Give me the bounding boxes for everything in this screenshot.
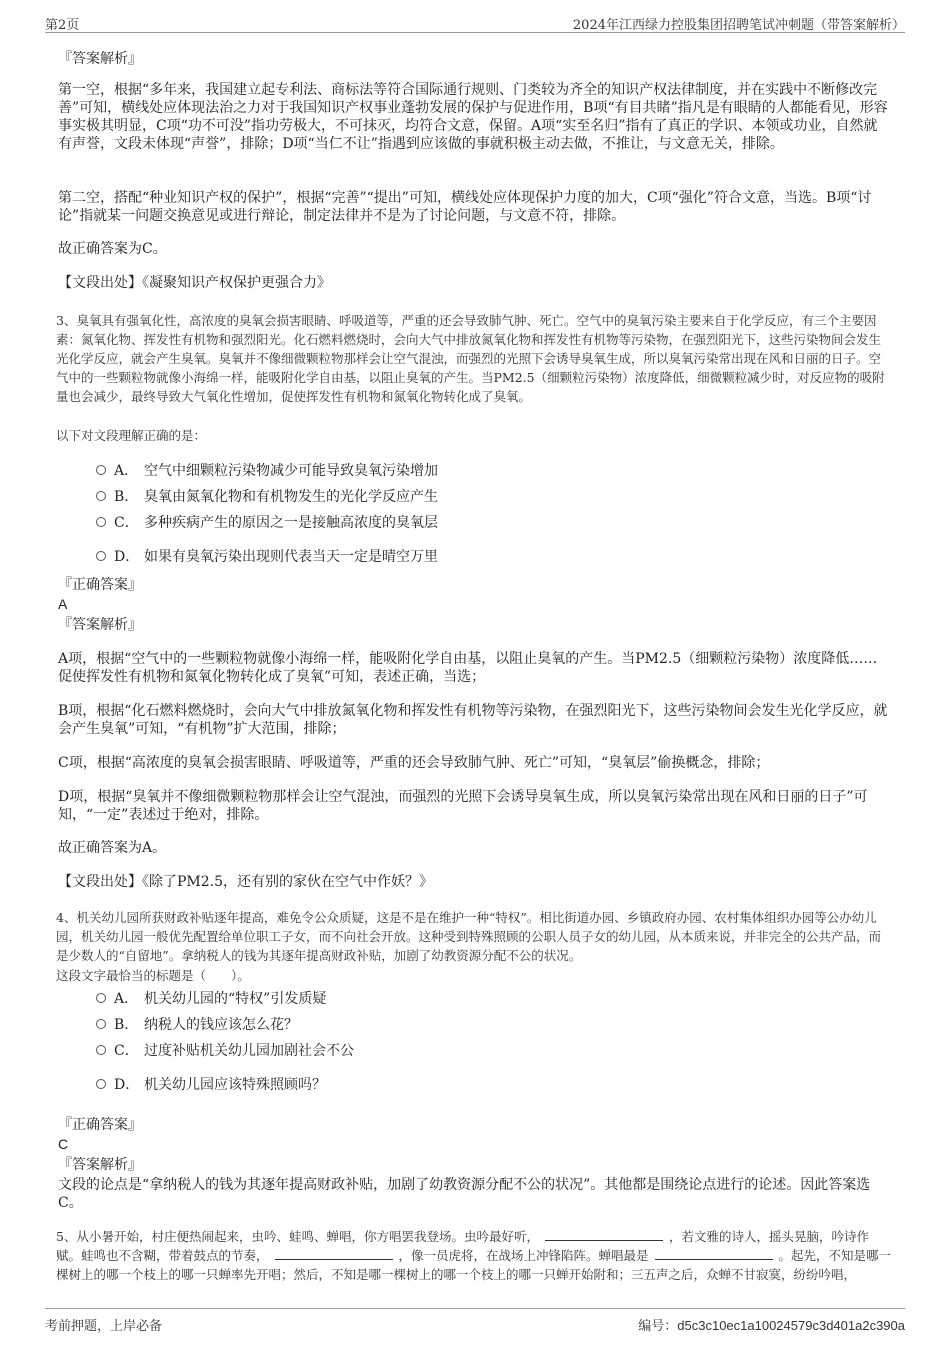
page-number: 第2页 [45, 18, 80, 33]
q4-answer-label: 『正确答案』 [58, 1117, 142, 1133]
q2-analysis-para2: 第二空，搭配“种业知识产权的保护”，根据“完善”“提出”可知，横线处应体现保护力度的加大，C项“强化”符合文意，当选。B项“讨论”指就某一问题交换意见或进行辩论，制定法律并不是为了讨论问题，与文意不符，排除。 [58, 190, 872, 224]
q2-conclusion: 故正确答案为C。 [58, 241, 167, 257]
q2-analysis-para1: 第一空，根据“多年来，我国建立起专利法、商标法等符合国际通行规则、门类较为齐全的知识产权法律制度，并在实践中不断修改完善”可知，横线处应体现法治之力对于我国知识产权事业蓬勃发展的保护与促进作用，B项“有目共睹”指凡是有眼睛的人都能看见，形容事实极其明显，C项“功不可没”指功劳极大，不可抹灭，均符合文意，保留。A项“实至名归”指有了真正的学识、本领或功业，自然就有声誉，文段未体现“声誉”，排除；D项“当仁不让”指遇到应该做的事就积极主动去做，不推让，与文意无关，排除。 [58, 82, 888, 152]
q4-analysis-label: 『答案解析』 [58, 1157, 142, 1173]
q3-analysis-label: 『答案解析』 [58, 617, 142, 633]
q3-answer: A [58, 596, 68, 612]
answer-blank-3[interactable] [655, 1247, 773, 1260]
radio-icon[interactable] [96, 491, 106, 501]
q3-option-c[interactable]: C． 多种疾病产生的原因之一是接触高浓度的臭氧层 [96, 514, 438, 532]
q4-option-b[interactable]: B． 纳税人的钱应该怎么花？ [96, 1016, 298, 1034]
radio-icon[interactable] [96, 465, 106, 475]
radio-icon[interactable] [96, 1019, 106, 1029]
q4-analysis: 文段的论点是“拿纳税人的钱为其逐年提高财政补贴，加剧了幼教资源分配不公的状况”。其他都是围绕论点进行的论述。因此答案选C。 [58, 1177, 871, 1211]
radio-icon[interactable] [96, 551, 106, 561]
q3-conclusion: 故正确答案为A。 [58, 840, 167, 856]
q3-option-b[interactable]: B． 臭氧由氮氧化物和有机物发生的光化学反应产生 [96, 488, 438, 506]
page-header [45, 12, 905, 33]
q3-analysis-b: B项，根据“化石燃料燃烧时，会向大气中排放氮氧化物和挥发性有机物等污染物，在强烈阳光下，这些污染物间会发生光化学反应，就会产生臭氧”可知，“有机物”扩大范围，排除； [58, 703, 888, 737]
q4-stem: 4、机关幼儿园所获财政补贴逐年提高，难免令公众质疑，这是不是在维护一种“特权”。相比街道办园、乡镇政府办园、农村集体组织办园等公办幼儿园，机关幼儿园一般优先配置给单位职工子女，而不向社会开放。这种受到特殊照顾的公职人员子女的幼儿园，从本质来说，并非完全的公共产品，而是少数人的“自留地”。拿纳税人的钱为其逐年提高财政补贴，加剧了幼教资源分配不公的状况。 [56, 910, 882, 963]
q3-analysis-d: D项，根据“臭氧并不像细微颗粒物那样会让空气混浊，而强烈的光照下会诱导臭氧生成，所以臭氧污染常出现在风和日丽的日子”可知，“一定”表述过于绝对，排除。 [58, 789, 868, 823]
q3-option-d[interactable]: D． 如果有臭氧污染出现则代表当天一定是晴空万里 [96, 548, 438, 566]
q3-prompt: 以下对文段理解正确的是： [56, 428, 207, 443]
q4-answer: C [58, 1136, 69, 1152]
document-title: 2024年江西绿力控股集团招聘笔试冲刺题（带答案解析） [572, 18, 905, 33]
q3-source: 【文段出处】《除了PM2.5，还有别的家伙在空气中作妖？》 [58, 874, 434, 890]
footer-code: 编号：d5c3c10ec1a10024579c3d401a2c390a [638, 1318, 905, 1333]
q2-analysis-label: 『答案解析』 [58, 51, 142, 67]
footer-slogan: 考前押题，上岸必备 [45, 1319, 163, 1334]
q3-analysis-a: A项，根据“空气中的一些颗粒物就像小海绵一样，能吸附化学自由基，以阻止臭氧的产生。当PM2.5（细颗粒污染物）浓度降低……促使挥发性有机物和氮氧化物转化成了臭氧”可知，表述正确，当选； [58, 651, 878, 685]
radio-icon[interactable] [96, 993, 106, 1003]
q4-prompt: 这段文字最恰当的标题是（ ）。 [56, 968, 250, 983]
q3-option-a[interactable]: A． 空气中细颗粒污染物减少可能导致臭氧污染增加 [96, 462, 438, 480]
radio-icon[interactable] [96, 517, 106, 527]
q2-source: 【文段出处】《凝聚知识产权保护更强合力》 [58, 275, 331, 291]
radio-icon[interactable] [96, 1079, 106, 1089]
q3-answer-label: 『正确答案』 [58, 577, 142, 593]
answer-blank-1[interactable] [545, 1228, 663, 1241]
q4-option-c[interactable]: C． 过度补贴机关幼儿园加剧社会不公 [96, 1042, 354, 1060]
answer-blank-2[interactable] [275, 1247, 393, 1260]
q4-option-d[interactable]: D． 机关幼儿园应该特殊照顾吗？ [96, 1076, 326, 1094]
q5-stem: 5、从小暑开始，村庄便热闹起来，虫吟、蛙鸣、蝉唱，你方唱罢我登场。虫吟最好听， ，若文雅的诗人，摇头晃脑，吟诗作赋。蛙鸣也不含糊，带着鼓点的节奏， ，像一员虎将，在战场上冲锋陷阵。蝉唱最是 。起先，不知是哪一棵树上的哪一个枝上的哪一只蝉率先开唱；然后，不知是哪一棵树上的哪一个枝上的哪一只蝉开始附和；三五声之后，众蝉不甘寂寞，纷纷吟唱， [56, 1229, 892, 1282]
q3-analysis-c: C项，根据“高浓度的臭氧会损害眼睛、呼吸道等，严重的还会导致肺气肿、死亡”可知，“臭氧层”偷换概念，排除； [58, 755, 770, 771]
q4-option-a[interactable]: A． 机关幼儿园的“特权”引发质疑 [96, 990, 326, 1008]
q3-stem: 3、臭氧具有强氧化性，高浓度的臭氧会损害眼睛、呼吸道等，严重的还会导致肺气肿、死亡。空气中的臭氧污染主要来自于化学反应，有三个主要因素：氮氧化物、挥发性有机物和强烈阳光。化石燃料燃烧时，会向大气中排放氮氧化物和挥发性有机物等污染物，在强烈阳光下，这些污染物间会发生光化学反应，就会产生臭氧。臭氧并不像细微颗粒物那样会让空气混浊，而强烈的光照下会诱导臭氧生成，所以臭氧污染常出现在风和日丽的日子。空气中的一些颗粒物就像小海绵一样，能吸附化学自由基，以阻止臭氧的产生。当PM2.5（细颗粒污染物）浓度降低，细微颗粒减少时，对反应物的吸附量也会减少，最终导致大气氧化性增加，促使挥发性有机物和氮氧化物转化成了臭氧。 [56, 313, 885, 404]
page-footer [45, 1308, 905, 1333]
radio-icon[interactable] [96, 1045, 106, 1055]
